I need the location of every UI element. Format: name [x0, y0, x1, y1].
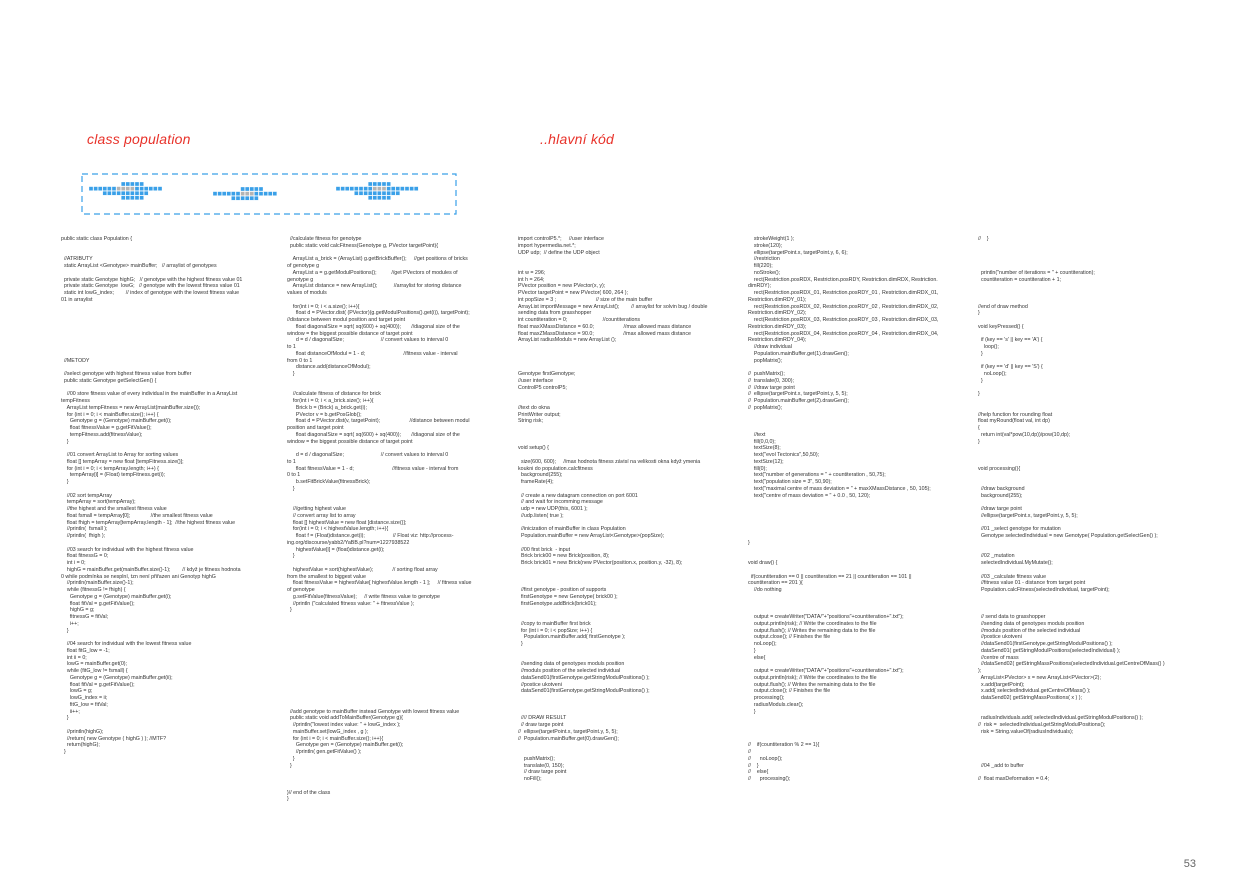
brick-cell — [250, 196, 254, 200]
brick-cell — [130, 196, 134, 200]
brick-cell — [377, 182, 381, 186]
brick-cell — [264, 192, 268, 196]
brick-cell — [227, 192, 231, 196]
brick-cell — [387, 187, 391, 191]
brick-cell — [121, 182, 125, 186]
brick-cell — [231, 192, 235, 196]
brick-cell — [396, 187, 400, 191]
code-column-5: // } println("number of iterations = " + countiteration); countiteration = countiteration + 1; //end of draw method } void keyPressed() { if (key == 's' || key == 'A') { loop(); } if (key == 'd' || key == 'S') { noLoop(); } } //help function for rounding float float myRound(float val, int dp) { return int(val*pow(10,dp))/pow(10,dp); } void processing(){ //draw background background(255); //draw targe point //ellipse(targetPoint.x, targetPoint.y, 5, 5); //01 _select genotype for mutation Genotype selectedIndividual = new Genotype( Population.getSelectGen() ); //02 _mutation selectedIndividual.MyMutate(); //03 _calculate fitness value //fitness value 01 - distance from target point Population.calcFitness(selectedIndividual, targetPoint); // send data to grasshopper //sending data of genotypes moduls position //moduls position of the selected individual //postice ukotveni //dataSend01(firstGenotype.getStringModulPositions() ); dataSend01( getStringModulPositions(selectedIndividual) ); //centre of mass //dataSend02( getStringMassPositions(selectedIndividual.getCentreOfMass() ) ); ArrayList<PVector> x = new ArrayList<PVector>(2); x.add(targetPoint); x.add( selectedIndividual.getCentreOfMass() ); dataSend02( getStringMassPositions( x ) ); radiusIndividuals.add( selectedIndividual.getStringModulPositions() ); // risk = selectedIndividual.getStringModulPositions(); risk = String.valueOf(radiusIndividuals); //04 _add to buffer // float maxDeformation = 0.4; — [978, 236, 1165, 782]
genotype-diagram — [81, 173, 457, 215]
brick-cell — [387, 182, 391, 186]
brick-cell — [94, 187, 98, 191]
brick-cell — [382, 182, 386, 186]
brick-cell — [391, 187, 395, 191]
brick-cell — [368, 187, 372, 191]
brick-cell — [373, 187, 377, 191]
brick-cell — [350, 187, 354, 191]
brick-cell — [382, 196, 386, 200]
brick-cell — [373, 182, 377, 186]
brick-cell — [130, 187, 134, 191]
brick-cell — [391, 191, 395, 195]
brick-cell — [250, 187, 254, 191]
brick-cell — [121, 196, 125, 200]
code-column-4: strokeWeight(1 ); stroke(120); ellipse(targetPoint.x, targetPoint.y, 6, 6); //restriction fill(220); noStroke(); rect(Restriction.posRDX, Restriction.posRDY, Restriction.dimRDX, Restriction. dimRDY); rect(Restriction.posRDX_01, Restriction.posRDY_01 , Restriction.dimRDX_01, Restriction.dimRDY_01); rect(Restriction.posRDX_02, Restriction.posRDY_02 , Restriction.dimRDX_02, Restriction.dimRDY_02); rect(Restriction.posRDX_03, Restriction.posRDY_03 , Restriction.dimRDX_03, Restriction.dimRDY_03); rect(Restriction.posRDX_04, Restriction.posRDY_04 , Restriction.dimRDX_04, Restriction.dimRDY_04); //draw individual Population.mainBuffer.get(1).drawGen(); popMatrix(); // pushMatrix(); // translate(0, 300); // //draw targe point // ellipse(targetPoint.x, targetPoint.y, 5, 5); // Population.mainBuffer.get(2).drawGen(); // popMatrix(); //text fill(0,0,0); textSize(8); text("evol Tectonics",50,50); textSize(12); fill(0); text("number of generations = " + countiteration , 50,75); text("population size = 3", 50,90); text("maximal centre of mass deviation = " + maxXMassDistance , 50, 105); text("centre of mass deviation = " + 0.0 , 50, 120); } void draw() { if(countiteration == 0 || countiteration == 21 || countiteration == 101 || countiteration == 201 ){ //do nothing output = createWriter("DATA/"+"positions"+countiteration+".txt"); output.println(risk); // Write the coordinates to the file output.flush(); // Writes the remaining data to the file output.close(); // Finishes the file noLoop(); } else{ output = createWriter("DATA/"+"positions"+countiteration+".txt"); output.println(risk); // Write the coordinates to the file output.flush(); // Writes the remaining data to the file output.close(); // Finishes the file processing(); radiusModuls.clear(); } // if(countiteration % 2 == 1){ // // noLoop(); // } // else{ // processing(); — [748, 236, 939, 782]
brick-cell — [98, 187, 102, 191]
title-class-population: class population — [87, 131, 191, 147]
brick-cell — [135, 196, 139, 200]
brick-cell — [341, 187, 345, 191]
brick-cell — [107, 187, 111, 191]
brick-cell — [222, 192, 226, 196]
brick-cell — [140, 187, 144, 191]
brick-cell — [245, 187, 249, 191]
brick-cell — [254, 187, 258, 191]
brick-cell — [387, 191, 391, 195]
brick-cell — [144, 187, 148, 191]
brick-cell — [268, 192, 272, 196]
brick-cell — [254, 196, 258, 200]
brick-cell — [89, 187, 93, 191]
brick-cell — [254, 192, 258, 196]
brick-cell — [117, 191, 121, 195]
brick-cell — [245, 196, 249, 200]
brick-cell — [359, 191, 363, 195]
brick-cell — [135, 182, 139, 186]
brick-cell — [382, 191, 386, 195]
brick-cell — [373, 196, 377, 200]
brick-cell — [364, 191, 368, 195]
code-column-2: //calculate fitness for genotype public static void calcFitness(Genotype g, PVector targetPoint){ ArrayList a_brick = (ArrayList) g.getBrickBuffer(); //get positions of bricks of genotype g ArrayList a = g.getModulPositions(); //get PVectors of modules of genotype g ArrayList distance = new ArrayList(); //arraylist for storing distance values of moduls for(int i = 0; i < a.size(); i++){ float d = PVector.dist( (PVector)(g.getModulPositions().get(i)), targetPoint); //distance between modul position and target point float diagonalSize = sqrt( sq(600) + sq(400)); //diagonal size of the window = the biggest possible distance of target point d = d / diagonalSize; // convert values to interval 0 to 1 float distanceOfModul = 1 - d; //fitness value - interval from 0 to 1 distance.add(distanceOfModul); } //calculate fitness of distance for brick for(int i = 0; i < a_brick.size(); i++){ Brick b = (Brick) a_brick.get(i); PVector v = b.getPosGlob(); float d = PVector.dist(v, targetPoint); //distance between modul position and target point float diagonalSize = sqrt( sq(600) + sq(400)); //diagonal size of the window = the biggest possible distance of target point d = d / diagonalSize; // convert values to interval 0 to 1 float fitnessValue = 1 - d; //fitness value - interval from 0 to 1 b.setFitBrickValue(fitnessBrick); } ///getting highest value // convert array list to array float [] highestValue = new float [distance.size()]; for(int i = 0; i < highestValue.length; i++){ float f = (Float)distance.get(i); // Float viz: http://process- ing.org/discourse/yabb2/YaBB.pl?num=1227938522 highestValue[i] = (float)distance.get(i); } highestValue = sort(highestValue); // sorting float array from the smallest to biggest value float fitnessValue = highestValue[ highestValue.length - 1 ]; // fitness value of genotype g.setFitValue(fitnessValue); // write fitness value to genotype //println ("calculated fitness value: " + fitnessValue ); } //add genotype to mainBuffer instead Genotype with lowest fitness value public static void addToMainBuffer(Genotype g){ //println("lowest index value: " + lowG_index ); mainBuffer.set(lowG_index , g ); for (int i = 0; i < mainBuffer.size(); i++){ Genotype gen = (Genotype) mainBuffer.get(i); //println( gen.getFitValue() ); } } }// end of the class } — [287, 236, 472, 803]
brick-cell — [414, 187, 418, 191]
brick-cell — [126, 187, 130, 191]
brick-cell — [377, 187, 381, 191]
brick-cell — [140, 196, 144, 200]
brick-cell — [112, 187, 116, 191]
brick-cell — [336, 187, 340, 191]
brick-cell — [345, 187, 349, 191]
brick-cell — [368, 191, 372, 195]
brick-cell — [241, 196, 245, 200]
brick-cell — [354, 191, 358, 195]
title-main-code: ..hlavní kód — [540, 131, 614, 147]
brick-cell — [373, 191, 377, 195]
brick-cell — [140, 191, 144, 195]
brick-cell — [368, 196, 372, 200]
brick-cell — [107, 191, 111, 195]
brick-cell — [377, 191, 381, 195]
brick-cell — [140, 182, 144, 186]
brick-cell — [245, 192, 249, 196]
brick-cell — [126, 196, 130, 200]
brick-cell — [241, 187, 245, 191]
brick-cell — [158, 187, 162, 191]
brick-cell — [359, 187, 363, 191]
brick-cell — [117, 187, 121, 191]
brick-cell — [144, 191, 148, 195]
brick-cell — [259, 187, 263, 191]
page-number: 53 — [1183, 858, 1196, 870]
brick-cell — [273, 192, 277, 196]
brick-cell — [410, 187, 414, 191]
brick-cell — [387, 196, 391, 200]
brick-cell — [135, 187, 139, 191]
brick-cell — [103, 187, 107, 191]
brick-cell — [368, 182, 372, 186]
brick-cell — [396, 191, 400, 195]
brick-cell — [149, 187, 153, 191]
brick-cell — [126, 191, 130, 195]
brick-cell — [126, 182, 130, 186]
brick-cell — [236, 196, 240, 200]
brick-cell — [231, 196, 235, 200]
code-column-3: import controlP5.*; //user interface import hypermedia.net.*; UDP udp; // define the UDP object int w = 296; int h = 264; PVector position = new PVector(x, y); PVector targetPoint = new PVector( 600, 264 ); int popSize = 3 ; // size of the main buffer ArrayList importMessage = new ArrayList(); // arraylist for solvin bug / double sending data from grasshopper int countiteration = 0; //countiterations float maxXMassDistance = 60.0; //max allowed mass distance float maxZMassDistance = 90.0; //max allowed mass distance ArrayList radiusModuls = new ArrayList (); Genotype firstGenotype; //user interface ControlP5 controlP5; //text do okna PrintWriter output; String risk; void setup() { size(600, 600); //max hodnota fitness závisí na velikosti okna když ymenia koukni do population.calcfitness background(255); frameRate(4); // create a new datagram connection on port 6001 // and wait for incomming message udp = new UDP(this, 6001 ); //udp.listen( true ); //inicization of mainBuffer in class Population Population.mainBuffer = new ArrayList<Genotype>(popSize); //00 first brick - input Brick brick00 = new Brick(position, 8); Brick brick01 = new Brick(new PVector(position.x, position.y, -32), 8); //first genotype - position of supports firstGenotype = new Genotype( brick00 ); firstGenotype.addBrick(brick01); //copy to mainBuffer first brick for (int i = 0; i < popSize; i++) { Population.mainBuffer.add( firstGenotype ); } //sending data of genotypes moduls position //moduls position of the selected individual dataSend01(firstGenotype.getStringModulPositions() ); //postice ukotveni dataSend01(firstGenotype.getStringModulPositions() ); //// DRAW RESULT // draw targe point // ellipse(targetPoint.x, targetPoint.y, 5, 5); // Population.mainBuffer.get(0).drawGen(); pushMatrix(); translate(0, 150); // draw targe point noFill(); — [518, 236, 708, 782]
brick-cell — [213, 192, 217, 196]
brick-cell — [241, 192, 245, 196]
brick-cell — [135, 191, 139, 195]
brick-cell — [121, 187, 125, 191]
brick-cell — [153, 187, 157, 191]
brick-cell — [103, 191, 107, 195]
brick-cell — [364, 187, 368, 191]
brick-cell — [218, 192, 222, 196]
brick-cell — [382, 187, 386, 191]
brick-cell — [130, 191, 134, 195]
code-column-1: public static class Population { //ATRIBUTY static ArrayList <Genotype> mainBuffer; // arraylist of genotypes private static Genotype highG; // genotype with the highest fitness value 01 private static Genotype lowG; // genotype with the lowest fitness value 01 static int lowG_index; // index of genotype with the lowest fitness value 01 in arraylist //METODY //select genotype with highest fitness value from buffer public static Genotype getSelectGen() { //00 store fitness value of every individual in the mainBuffer in a ArrayList tempFitness ArrayList tempFitness = new ArrayList(mainBuffer.size()); for (int i = 0; i < mainBuffer.size(); i++) { Genotype g = (Genotype) mainBuffer.get(i); float fitnessValue = g.getFitValue(); tempFitness.add(fitnessValue); } //01 convert ArrayList to Array for sorting values float [] tempArray = new float [tempFitness.size()]; for (int i = 0; i < tempArray.length; i++) { tempArray[i] = (Float) tempFitness.get(i); } //02 sort tempArray tempArray = sort(tempArray); //the highest and the smallest fitness value float fsmall = tempArray[0]; //the smallest fitness value float fhigh = tempArray[tempArray.length - 1]; //the highest fitness value //println( fsmall ); //println( fhigh ); //03 search for individual with the highest fitness value float fitnessG = 0; int i = 0; highG = mainBuffer.get(mainBuffer.size()-1); // když je fitness hodnota 0 while podmínka se nesplní, tzn není přiřazen ani Genotyp highG //println(mainBuffer.size()-1); while (fitnessG != fhigh) { Genotype g = (Genotype) mainBuffer.get(i); float fitVal = g.getFitValue(); highG = g; fitnessG = fitVal; i++; } //04 search for individual with the lowest fitness value float fitG_low = -1; int ii = 0; lowG = mainBuffer.get(0); while (fitG_low != fsmall) { Genotype g = (Genotype) mainBuffer.get(ii); float fitVal = g.getFitValue(); lowG = g; lowG_index = ii; fitG_low = fitVal; ii++; } //println(highG); //return( new Genotype ( highG ) ); //MTF? return(highG); } — [61, 236, 243, 755]
brick-cell — [259, 192, 263, 196]
brick-cell — [112, 191, 116, 195]
brick-cell — [400, 187, 404, 191]
brick-cell — [236, 192, 240, 196]
brick-cell — [250, 192, 254, 196]
brick-cell — [354, 187, 358, 191]
brick-cell — [377, 196, 381, 200]
brick-cell — [130, 182, 134, 186]
brick-cell — [121, 191, 125, 195]
brick-cell — [405, 187, 409, 191]
